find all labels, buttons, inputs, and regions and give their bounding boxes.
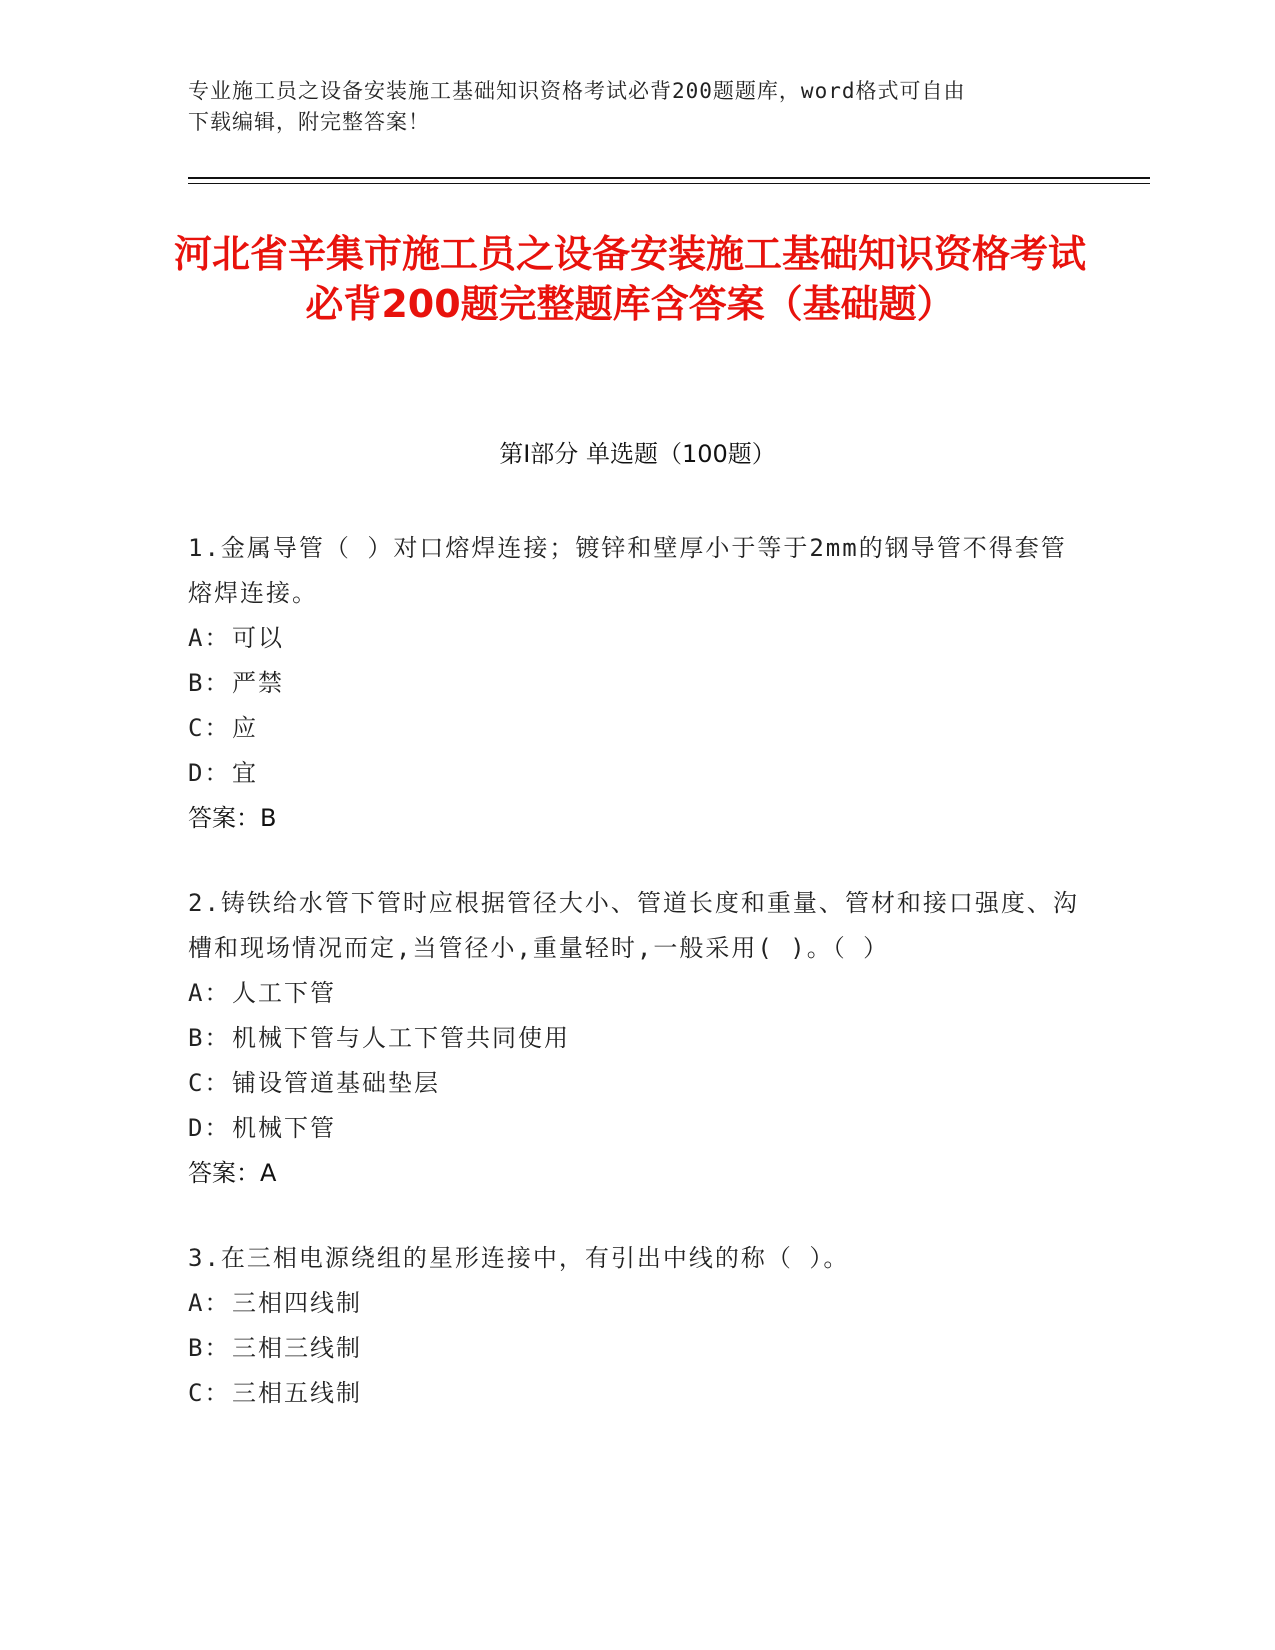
option-text: 可以 (232, 624, 284, 652)
option-key: D： (188, 759, 231, 787)
option-c (188, 706, 1088, 751)
question-list (188, 526, 1088, 1456)
option-c (188, 1061, 1088, 1106)
option-a (188, 971, 1088, 1016)
option-text: 铺设管道基础垫层 (232, 1069, 440, 1097)
option-text: 严禁 (232, 669, 284, 697)
document-title: 河北省辛集市施工员之设备安装施工基础知识资格考试必背200题完整题库含答案（基础题） (173, 232, 1086, 326)
option-text: 应 (232, 714, 258, 742)
option-b (188, 661, 1088, 706)
option-text: 三相三线制 (232, 1334, 362, 1362)
header-note-line-2: 下载编辑，附完整答案！ (188, 110, 430, 134)
answer-line: 答案：A (188, 1159, 277, 1187)
question-stem: 1.金属导管（ ）对口熔焊连接；镀锌和壁厚小于等于2mm的钢导管不得套管熔焊连接。 (188, 534, 1067, 607)
option-key: B： (188, 669, 231, 697)
header-note-line-1: 专业施工员之设备安装施工基础知识资格考试必背200题题库，word格式可自由 (188, 79, 966, 103)
question-3 (188, 1236, 1088, 1416)
question-2 (188, 881, 1088, 1196)
option-b (188, 1326, 1088, 1371)
option-text: 人工下管 (232, 979, 336, 1007)
option-key: A： (188, 1289, 231, 1317)
option-a (188, 616, 1088, 661)
answer-line: 答案：B (188, 804, 277, 832)
header-rule-thin (188, 183, 1150, 184)
option-text: 三相五线制 (232, 1379, 362, 1407)
section-title: 第Ⅰ部分 单选题（100题） (499, 440, 776, 468)
option-key: B： (188, 1334, 231, 1362)
header-note (188, 76, 1068, 138)
question-stem: 2.铸铁给水管下管时应根据管径大小、管道长度和重量、管材和接口强度、沟槽和现场情况而定,当管径小,重量轻时,一般采用( )。（ ） (188, 889, 1079, 962)
option-text: 三相四线制 (232, 1289, 362, 1317)
option-c (188, 1371, 1088, 1416)
option-key: A： (188, 624, 231, 652)
option-key: C： (188, 714, 231, 742)
option-d (188, 1106, 1088, 1151)
option-a (188, 1281, 1088, 1326)
option-d (188, 751, 1088, 796)
option-key: C： (188, 1379, 231, 1407)
option-text: 机械下管与人工下管共同使用 (232, 1024, 570, 1052)
option-key: D： (188, 1114, 231, 1142)
option-text: 宜 (232, 759, 258, 787)
option-text: 机械下管 (232, 1114, 336, 1142)
option-key: C： (188, 1069, 231, 1097)
option-key: A： (188, 979, 231, 1007)
option-b (188, 1016, 1088, 1061)
question-stem: 3.在三相电源绕组的星形连接中，有引出中线的称（ ）。 (188, 1244, 850, 1272)
header-rule-thick (188, 177, 1150, 179)
option-key: B： (188, 1024, 231, 1052)
question-1 (188, 526, 1088, 841)
